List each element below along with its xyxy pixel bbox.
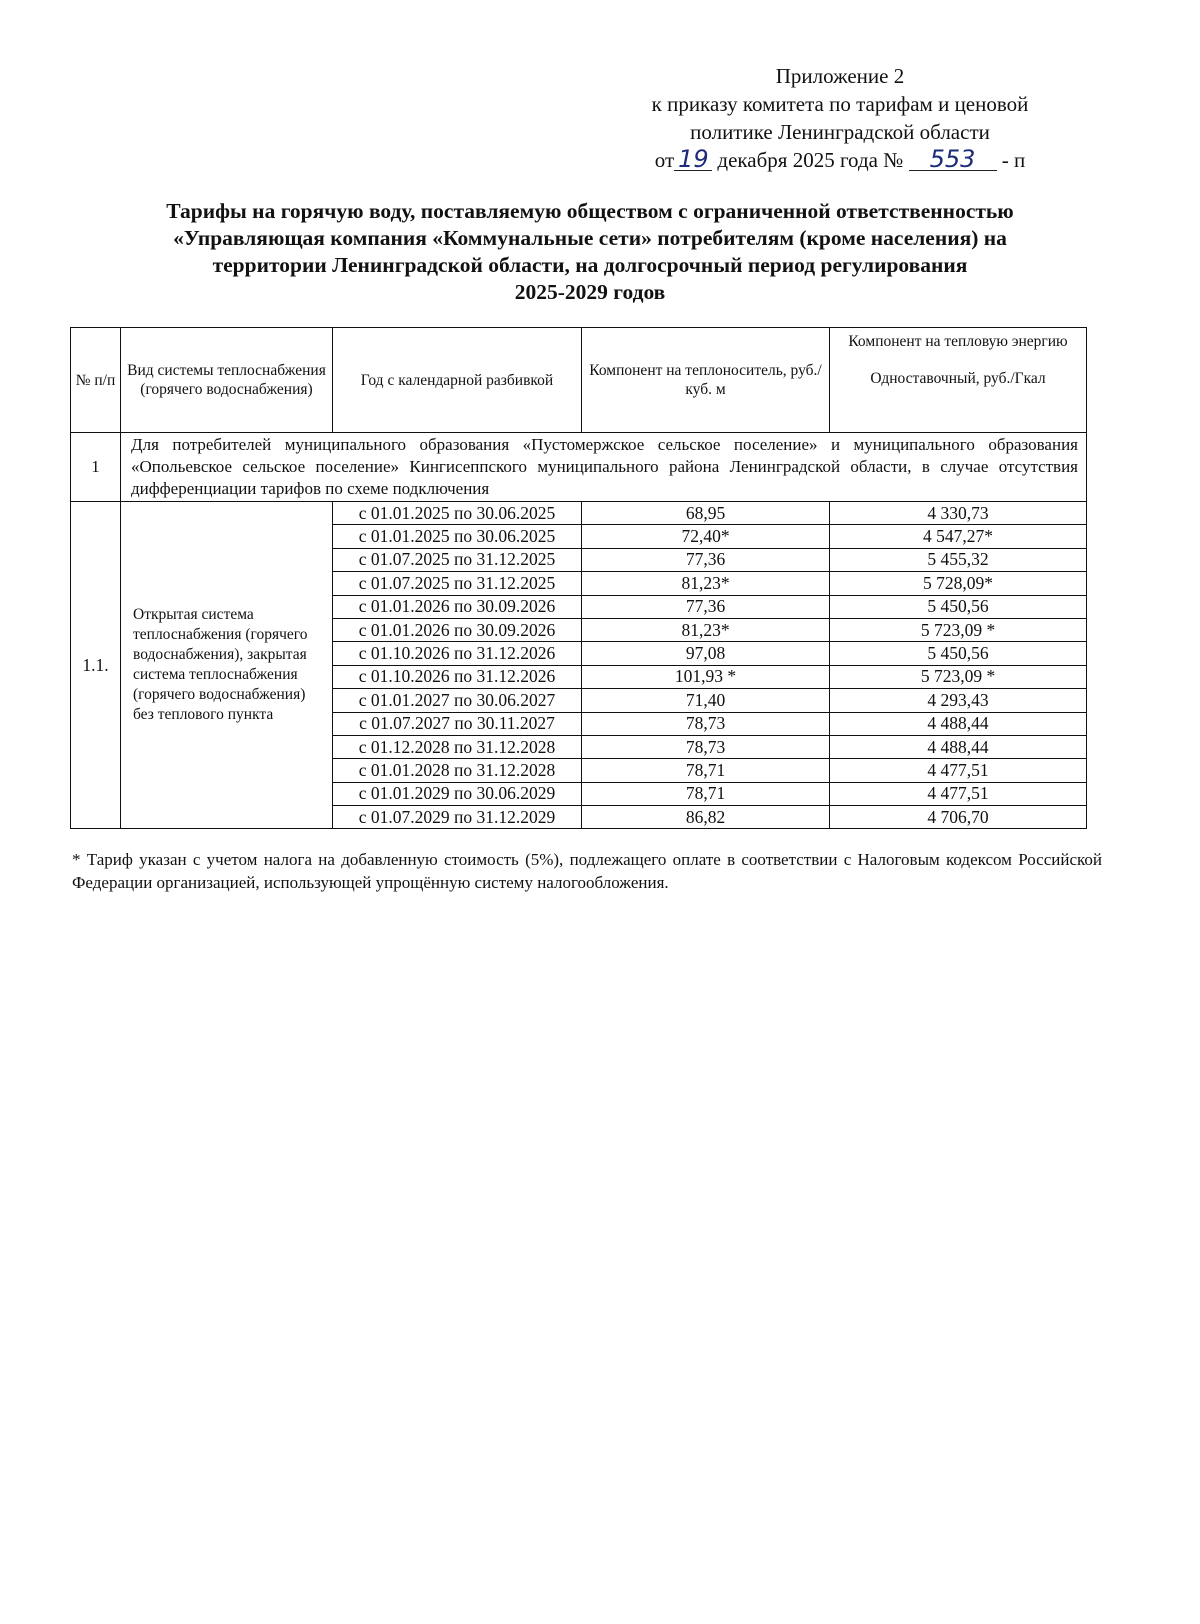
group-description: Для потребителей муниципального образования «Пустомержское сельское поселение» и муниципального образования «Опольевское сельское поселение» Кингисеппского муниципального района Ленинградской области, в случае отсутствия дифференциации тарифов по схеме подключения (121, 433, 1087, 502)
row-period: с 01.07.2025 по 31.12.2025 (333, 548, 582, 571)
row-period: с 01.01.2028 по 31.12.2028 (333, 759, 582, 782)
subgroup-system: Открытая система теплоснабжения (горячего водоснабжения), закрытая система теплоснабжения (горячего водоснабжения) без теплового пункта (121, 502, 333, 829)
row-energy: 4 547,27* (830, 525, 1087, 548)
row-energy: 4 488,44 (830, 712, 1087, 735)
row-period: с 01.01.2025 по 30.06.2025 (333, 502, 582, 525)
document-title (80, 198, 1100, 306)
row-energy: 5 723,09 * (830, 665, 1087, 688)
order-prefix: от (654, 148, 675, 172)
row-carrier: 72,40* (582, 525, 830, 548)
appendix-line-3: политике Ленинградской области (690, 120, 990, 144)
row-period: с 01.01.2026 по 30.09.2026 (333, 618, 582, 641)
row-energy: 4 488,44 (830, 735, 1087, 758)
row-carrier: 77,36 (582, 548, 830, 571)
header-energy-title: Компонент на тепловую энергию (848, 333, 1068, 350)
header-num: № п/п (71, 328, 121, 433)
row-energy: 4 477,51 (830, 782, 1087, 805)
row-carrier: 78,73 (582, 712, 830, 735)
footnote: * Тариф указан с учетом налога на добавленную стоимость (5%), подлежащего оплате в соответствии с Налоговым кодексом Российской Федерации организацией, использующей упрощённую систему налогообложения. (72, 850, 1102, 892)
tariff-table (70, 327, 1087, 829)
header-carrier: Компонент на теплоноситель, руб./куб. м (582, 328, 830, 433)
row-period: с 01.10.2026 по 31.12.2026 (333, 642, 582, 665)
row-period: с 01.01.2025 по 30.06.2025 (333, 525, 582, 548)
header-energy-subtitle: Одноставочный, руб./Гкал (870, 370, 1046, 387)
row-period: с 01.07.2025 по 31.12.2025 (333, 572, 582, 595)
row-energy: 5 450,56 (830, 642, 1087, 665)
title-line-1: Тарифы на горячую воду, поставляемую обществом с ограниченной ответственностью (166, 199, 1014, 223)
row-energy: 5 450,56 (830, 595, 1087, 618)
row-energy: 5 723,09 * (830, 618, 1087, 641)
row-energy: 4 477,51 (830, 759, 1087, 782)
row-period: с 01.07.2029 по 31.12.2029 (333, 806, 582, 829)
order-middle: декабря 2025 года № (717, 148, 904, 172)
order-suffix: - п (1001, 148, 1026, 172)
table-row (71, 502, 1087, 525)
header-period: Год с календарной разбивкой (333, 328, 582, 433)
table-group-row (71, 433, 1087, 502)
row-carrier: 86,82 (582, 806, 830, 829)
appendix-line-2: к приказу комитета по тарифам и ценовой (651, 92, 1029, 116)
row-energy: 5 728,09* (830, 572, 1087, 595)
title-line-4: 2025-2029 годов (514, 280, 666, 304)
row-carrier: 78,73 (582, 735, 830, 758)
order-reference (580, 146, 1100, 174)
row-energy: 4 293,43 (830, 689, 1087, 712)
row-carrier: 97,08 (582, 642, 830, 665)
appendix-header (580, 62, 1100, 174)
row-period: с 01.10.2026 по 31.12.2026 (333, 665, 582, 688)
subgroup-num: 1.1. (71, 502, 121, 829)
row-period: с 01.01.2027 по 30.06.2027 (333, 689, 582, 712)
row-carrier: 77,36 (582, 595, 830, 618)
row-energy: 4 330,73 (830, 502, 1087, 525)
row-carrier: 68,95 (582, 502, 830, 525)
order-day-handwritten: 19 (674, 148, 712, 171)
title-line-2: «Управляющая компания «Коммунальные сети» потребителям (кроме населения) на (173, 226, 1007, 250)
row-period: с 01.12.2028 по 31.12.2028 (333, 735, 582, 758)
row-carrier: 78,71 (582, 782, 830, 805)
row-period: с 01.01.2029 по 30.06.2029 (333, 782, 582, 805)
row-period: с 01.07.2027 по 30.11.2027 (333, 712, 582, 735)
group-num: 1 (71, 433, 121, 502)
row-period: с 01.01.2026 по 30.09.2026 (333, 595, 582, 618)
row-energy: 4 706,70 (830, 806, 1087, 829)
row-carrier: 81,23* (582, 618, 830, 641)
row-carrier: 81,23* (582, 572, 830, 595)
appendix-label: Приложение 2 (775, 64, 905, 88)
header-energy (830, 328, 1087, 433)
row-carrier: 78,71 (582, 759, 830, 782)
order-number-handwritten: 553 (909, 148, 997, 171)
row-carrier: 101,93 * (582, 665, 830, 688)
row-carrier: 71,40 (582, 689, 830, 712)
table-header-row (71, 328, 1087, 433)
title-line-3: территории Ленинградской области, на долгосрочный период регулирования (212, 253, 968, 277)
row-energy: 5 455,32 (830, 548, 1087, 571)
header-system: Вид системы теплоснабжения (горячего водоснабжения) (121, 328, 333, 433)
